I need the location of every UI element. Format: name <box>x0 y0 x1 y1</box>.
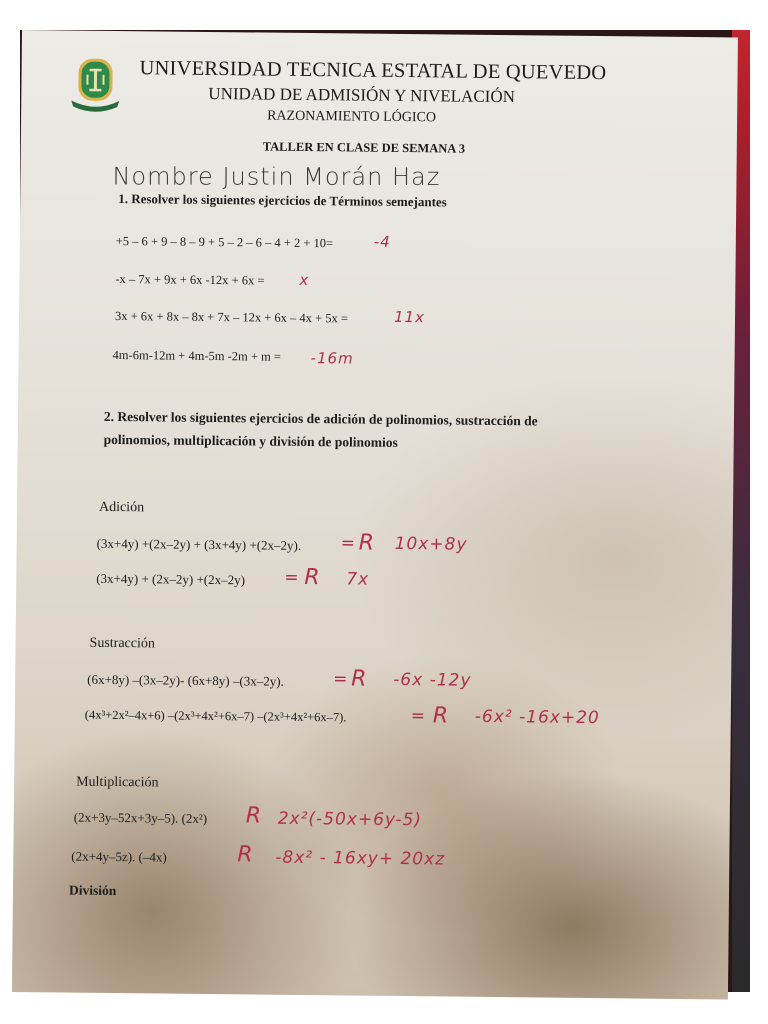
section-2-title-line2: polinomios, multiplicación y división de polinomios <box>103 431 398 450</box>
multiplicacion-label: Multiplicación <box>76 774 159 791</box>
sustraccion-1-eq: = <box>333 669 349 690</box>
adicion-1-eq: = <box>340 533 356 554</box>
sustraccion-2-answer: -6x² -16x+20 <box>474 706 600 729</box>
university-title: UNIVERSIDAD TECNICA ESTATAL DE QUEVEDO <box>139 57 607 85</box>
exercise-3-expr: 3x + 6x + 8x – 8x + 7x – 12x + 6x – 4x + 5x = <box>114 308 349 326</box>
sustraccion-2-eq: = <box>410 706 427 727</box>
exercise-1-expr: +5 – 6 + 9 – 8 – 9 + 5 – 2 – 6 – 4 + 2 + 10= <box>115 233 334 251</box>
university-crest-icon <box>65 54 126 115</box>
sustraccion-2-expr: (4x³+2x²–4x+6) –(2x³+4x²+6x–7) –(2x³+4x²+6x–7). <box>84 707 347 725</box>
multiplicacion-1-answer: 2x²(-50x+6y-5) <box>277 808 423 831</box>
exercise-3-answer: 11x <box>393 307 426 327</box>
student-name: Nombre Justin Morán Haz <box>112 162 441 191</box>
adicion-1-r: R <box>358 530 376 556</box>
exercise-4-answer: -16m <box>310 349 354 368</box>
exercise-2-answer: x <box>299 270 310 290</box>
exercise-1-answer: -4 <box>373 232 391 251</box>
adicion-2-answer: 7x <box>346 569 370 590</box>
adicion-2-expr: (3x+4y) + (2x–2y) +(2x–2y) <box>96 570 246 588</box>
sustraccion-1-answer: -6x -12y <box>393 669 472 691</box>
multiplicacion-2-r: R <box>237 842 254 868</box>
worksheet-page <box>12 30 738 999</box>
sustraccion-1-expr: (6x+8y) –(3x–2y)- (6x+8y) –(3x–2y). <box>87 671 284 689</box>
sustraccion-2-r: R <box>432 703 450 729</box>
section-2-title-line1: 2. Resolver los siguientes ejercicios de adición de polinomios, sustracción de <box>103 408 538 429</box>
adicion-2-eq: = <box>284 567 300 588</box>
multiplicacion-1-expr: (2x+3y–52x+3y–5). (2x²) <box>73 809 208 826</box>
sustraccion-1-r: R <box>351 666 368 692</box>
exercise-4-expr: 4m-6m-12m + 4m-5m -2m + m = <box>112 347 282 364</box>
adicion-2-r: R <box>304 564 321 591</box>
exercise-2-expr: -x – 7x + 9x + 6x -12x + 6x = <box>115 271 265 288</box>
sustraccion-label: Sustracción <box>89 635 155 652</box>
section-1-title: 1. Resolver los siguientes ejercicios de Términos semejantes <box>118 191 447 210</box>
adicion-1-answer: 10x+8y <box>394 533 468 555</box>
multiplicacion-1-r: R <box>245 803 263 829</box>
unit-title: UNIDAD DE ADMISIÓN Y NIVELACIÓN <box>208 83 516 107</box>
multiplicacion-2-answer: -8x² - 16xy+ 20xz <box>275 847 446 870</box>
division-label: División <box>68 882 117 899</box>
multiplicacion-2-expr: (2x+4y–5z). (–4x) <box>71 848 167 865</box>
adicion-label: Adición <box>98 499 145 516</box>
adicion-1-expr: (3x+4y) +(2x–2y) + (3x+4y) +(2x–2y). <box>96 535 302 553</box>
workshop-title: TALLER EN CLASE DE SEMANA 3 <box>262 139 466 156</box>
subject-title: RAZONAMIENTO LÓGICO <box>267 108 437 126</box>
